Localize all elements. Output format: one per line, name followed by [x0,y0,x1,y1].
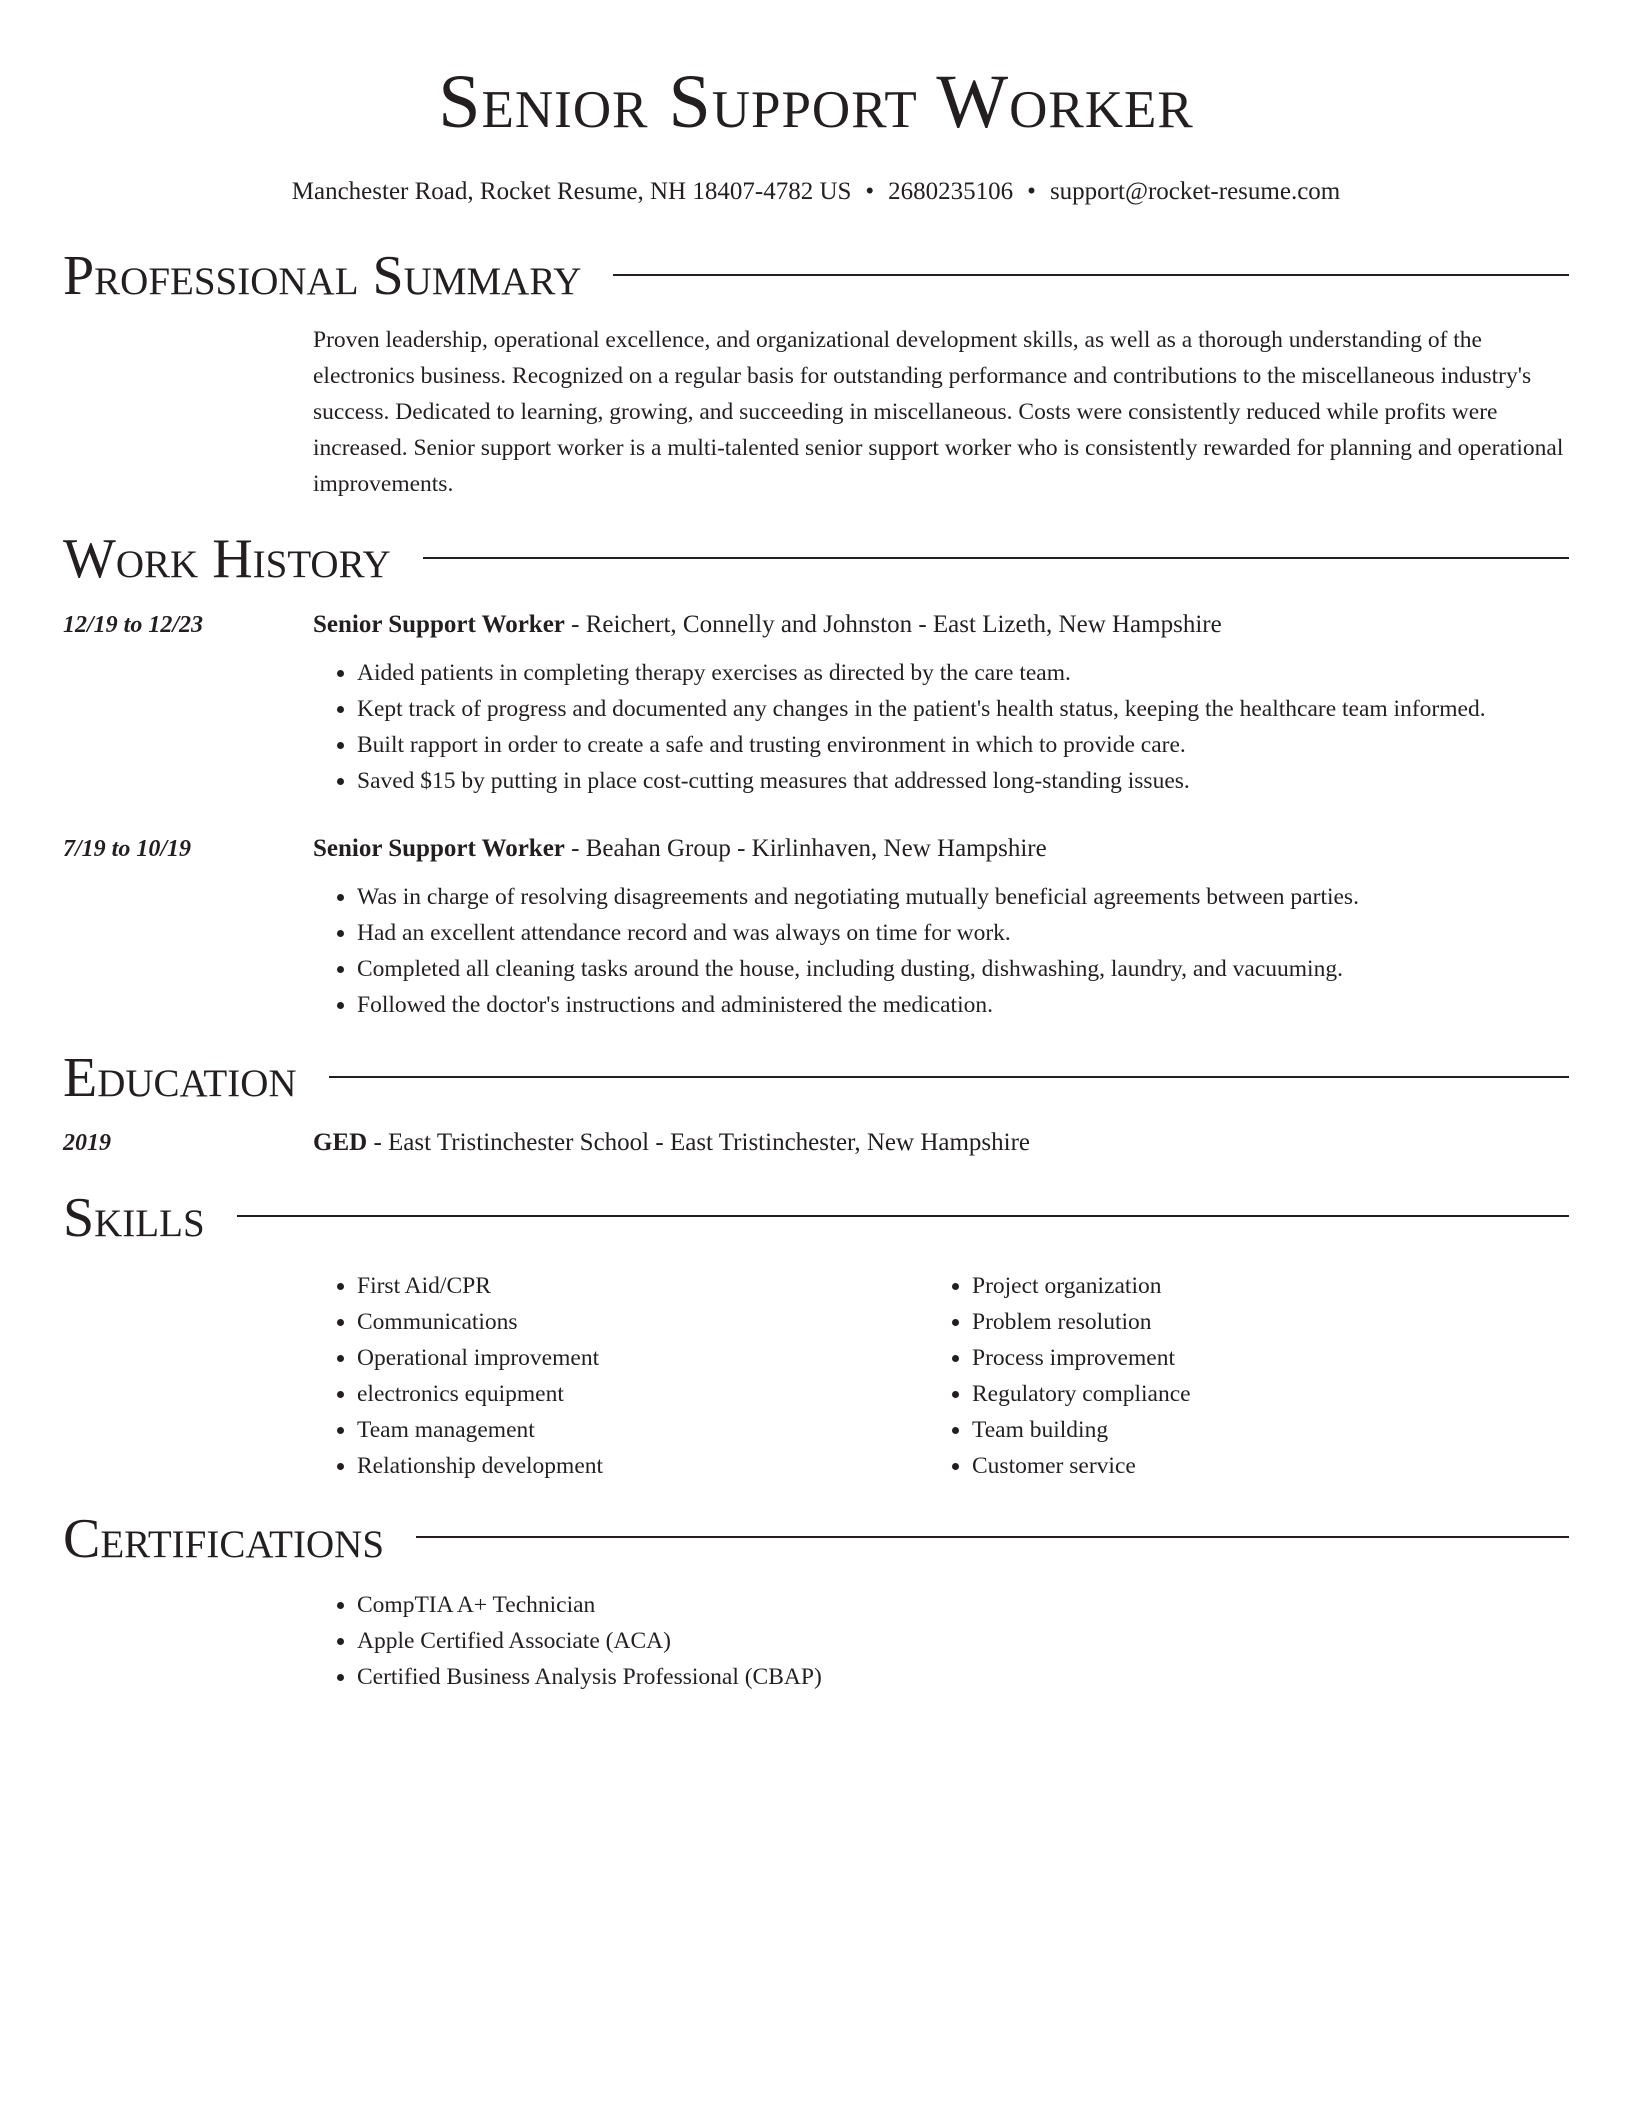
job-date: 12/19 to 12/23 [63,612,204,639]
job-date: 7/19 to 10/19 [63,836,192,863]
work-history-heading-row [63,526,1569,593]
summary-section [63,243,1569,502]
list-item: • Team management [357,1412,928,1448]
job-role: Senior Support Worker [313,611,565,639]
education-heading: Education [63,1047,297,1110]
job-body [313,607,1569,799]
list-item: • Aided patients in completing therapy exercises as directed by the care team. [357,655,1569,691]
education-entry [63,1125,1569,1161]
list-item: • Relationship development [357,1448,928,1484]
education-section [63,1045,1569,1160]
section-divider [416,1536,1569,1538]
resume-name: Senior Support Worker [438,60,1194,144]
job-bullets [313,879,1569,1023]
job-details: - Beahan Group - Kirlinhaven, New Hampshire [564,835,1047,863]
summary-heading-row [63,243,1569,310]
list-item: • Regulatory compliance [972,1376,1543,1412]
summary-text: Proven leadership, operational excellence, and organizational development skills, as well as a thorough understanding of the electronics business. Recognized on a regular basis for outstanding performance and contributions to the miscellaneous industry's success. Dedicated to learning, growing, and succeeding in miscellaneous. Costs were consistently reduced while profits were increased. Senior support worker is a multi-talented senior support worker who is consistently rewarded for planning and operational improvements. [313,327,1564,498]
work-history-heading: Work History [63,528,391,591]
list-item: • Problem resolution [972,1304,1543,1340]
skills-section [63,1185,1569,1484]
certifications-list [313,1587,1569,1695]
certifications-section [63,1506,1569,1695]
skills-heading-row [63,1185,1569,1252]
list-item: • First Aid/CPR [357,1268,928,1304]
list-item: • Was in charge of resolving disagreements and negotiating mutually beneficial agreements between parties. [357,879,1569,915]
list-item: • Kept track of progress and documented any changes in the patient's health status, keeping the healthcare team informed. [357,691,1569,727]
job-entry [63,607,1569,799]
list-item: • Followed the doctor's instructions and administered the medication. [357,987,1569,1023]
list-item: • Certified Business Analysis Professional (CBAP) [357,1659,1569,1695]
education-date: 2019 [63,1129,111,1156]
job-entry [63,831,1569,1023]
list-item: • CompTIA A+ Technician [357,1587,1569,1623]
skills-heading: Skills [63,1186,205,1249]
list-item: • Built rapport in order to create a safe and trusting environment in which to provide care. [357,727,1569,763]
list-item: • electronics equipment [357,1376,928,1412]
list-item: • Apple Certified Associate (ACA) [357,1623,1569,1659]
education-headline [313,1125,1569,1161]
list-item: • Team building [972,1412,1543,1448]
section-divider [237,1215,1569,1217]
education-details: - East Tristinchester School - East Tristinchester, New Hampshire [367,1128,1031,1156]
education-degree: GED [313,1128,368,1156]
section-divider [329,1076,1569,1078]
job-headline [313,831,1569,867]
work-history-section [63,526,1569,1023]
section-divider [613,274,1569,276]
certifications-list-wrap [313,1587,1569,1695]
contact-separator: • [1027,178,1036,205]
list-item: • Operational improvement [357,1340,928,1376]
contact-email: support@rocket-resume.com [1049,178,1341,205]
job-bullets [313,655,1569,799]
contact-line [63,177,1569,207]
job-body [313,831,1569,1023]
education-heading-row [63,1045,1569,1112]
list-item: • Communications [357,1304,928,1340]
list-item: • Customer service [972,1448,1543,1484]
contact-phone: 2680235106 [888,178,1014,205]
job-details: - Reichert, Connelly and Johnston - East Lizeth, New Hampshire [564,611,1222,639]
summary-heading: Professional Summary [63,245,582,307]
list-item: • Had an excellent attendance record and was always on time for work. [357,915,1569,951]
certifications-heading: Certifications [63,1507,385,1570]
list-item: • Process improvement [972,1340,1543,1376]
section-divider [423,557,1569,559]
skills-grid [313,1268,1569,1484]
education-body [313,1125,1569,1161]
contact-separator: • [865,178,875,205]
skills-column-left [313,1268,928,1484]
certifications-heading-row [63,1506,1569,1573]
list-item: • Saved $15 by putting in place cost-cutting measures that addressed long-standing issues. [357,763,1569,799]
list-item: • Completed all cleaning tasks around the house, including dusting, dishwashing, laundry, and vacuuming. [357,951,1569,987]
job-headline [313,607,1569,643]
list-item: • Project organization [972,1268,1543,1304]
job-role: Senior Support Worker [313,835,565,863]
skills-column-right [928,1268,1543,1484]
contact-address: Manchester Road, Rocket Resume, NH 18407-4782 US [291,178,852,205]
